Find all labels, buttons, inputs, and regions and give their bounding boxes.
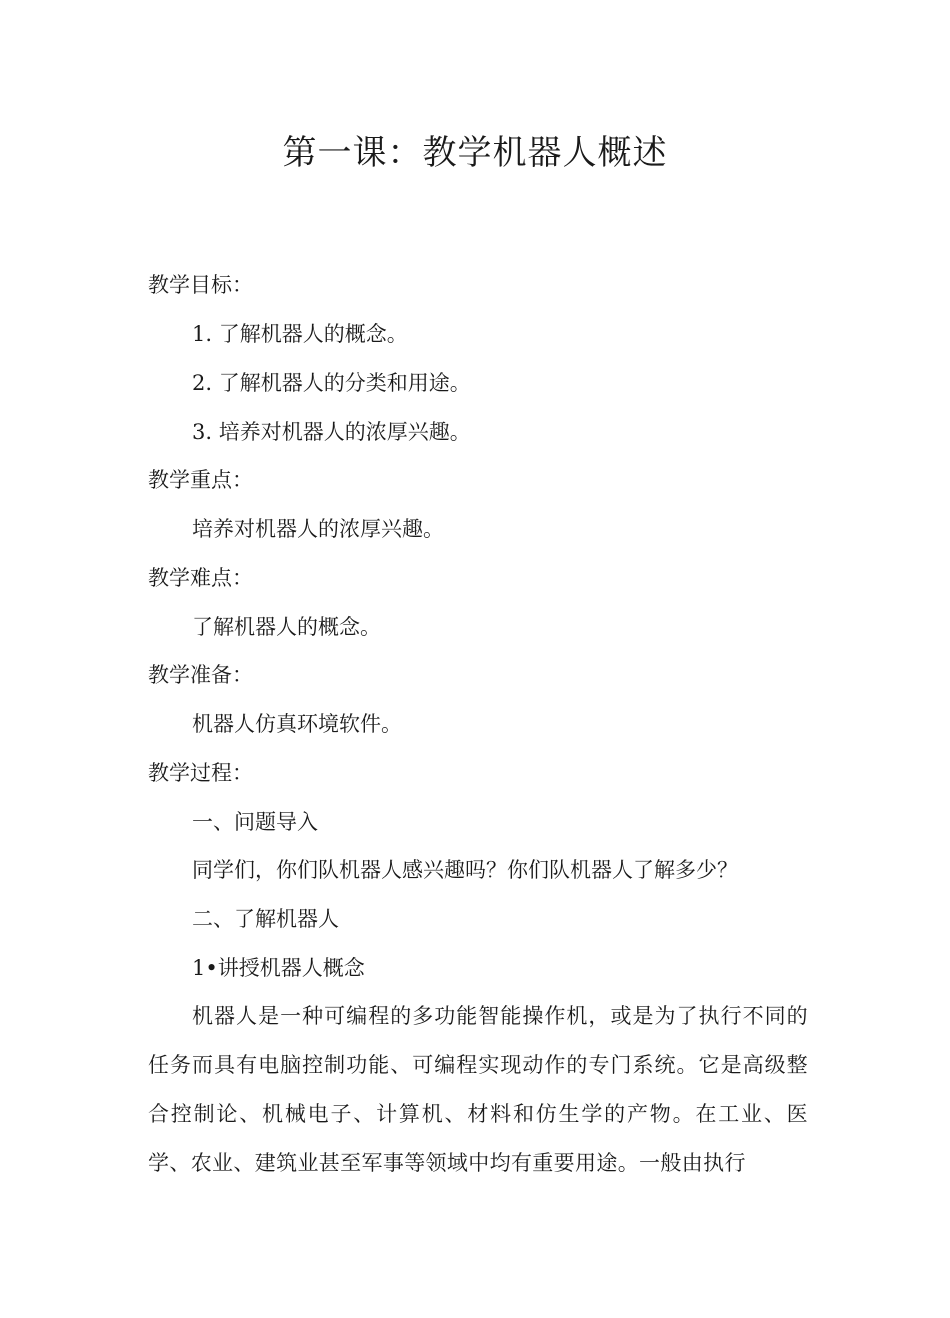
document-title: 第一课：教学机器人概述 [282,133,668,173]
objective-item-2: 2. 了解机器人的分类和用途。 [192,371,471,395]
key-point-text: 培养对机器人的浓厚兴趣。 [192,517,444,541]
section-2-title: 二、了解机器人 [192,907,339,931]
section-1-title: 一、问题导入 [192,810,318,834]
difficulty-heading: 教学难点： [148,566,253,590]
section-1-text: 同学们，你们队机器人感兴趣吗？你们队机器人了解多少？ [192,858,738,882]
objective-item-1: 1. 了解机器人的概念。 [192,322,408,346]
objectives-heading: 教学目标： [148,273,253,297]
key-point-heading: 教学重点： [148,468,253,492]
process-heading: 教学过程： [148,761,253,785]
difficulty-text: 了解机器人的概念。 [192,615,381,639]
objective-item-3: 3. 培养对机器人的浓厚兴趣。 [192,420,471,444]
preparation-text: 机器人仿真环境软件。 [192,712,402,736]
subsection-1-title: 1•讲授机器人概念 [192,956,365,980]
preparation-heading: 教学准备： [148,663,253,687]
robot-concept-paragraph: 机器人是一种可编程的多功能智能操作机，或是为了执行不同的任务而具有电脑控制功能、可编程实现动作的专门系统。它是高级整合控制论、机械电子、计算机、材料和仿生学的产物。在工业、医学、农业、建筑业甚至军事等领域中均有重要用途。一般由执行 [148,1004,808,1175]
